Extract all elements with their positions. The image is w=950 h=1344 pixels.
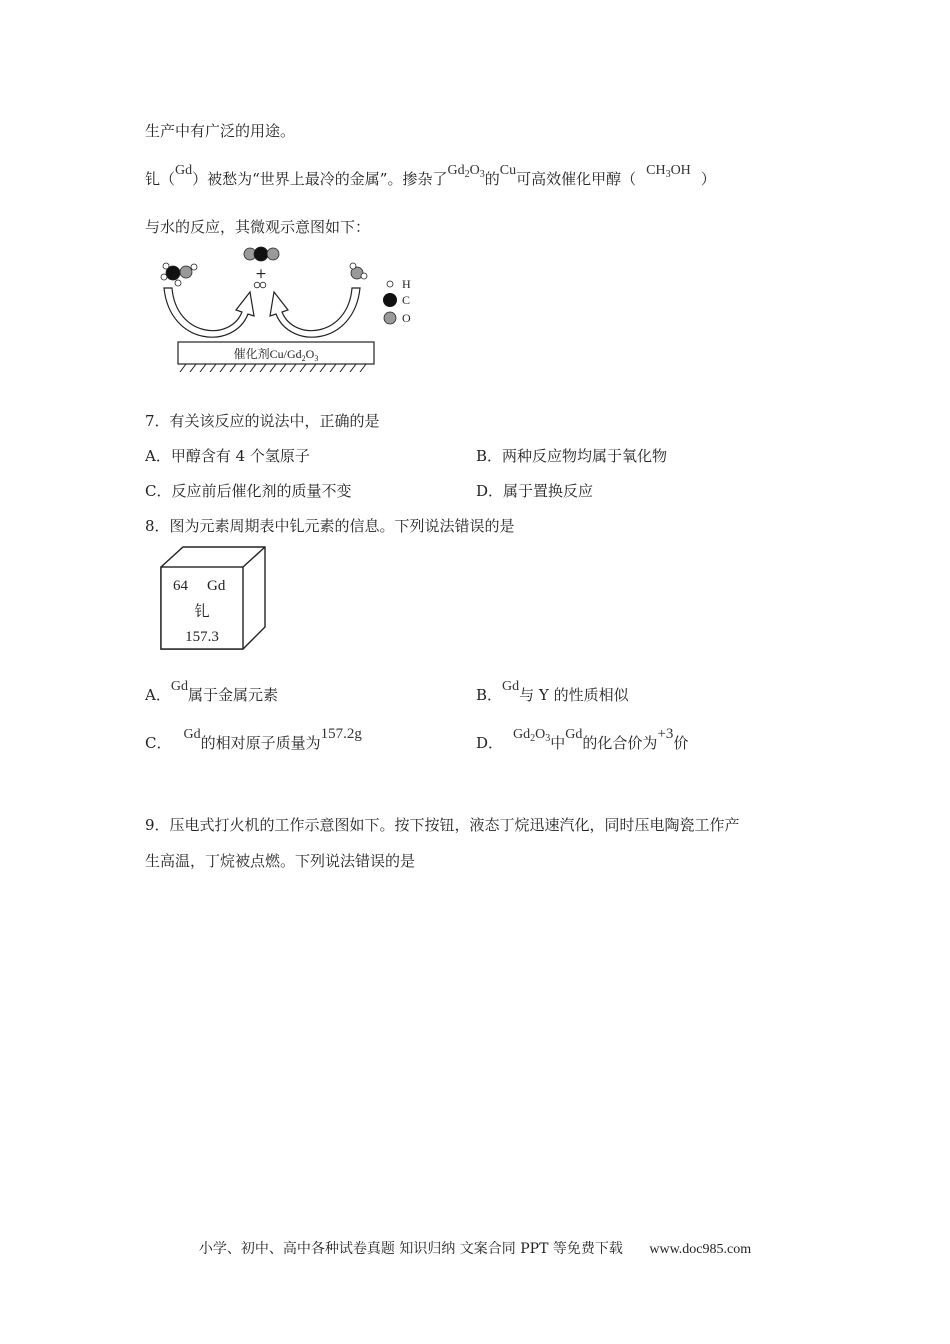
- q8-option-c[interactable]: C． Gd的相对原子质量为157.2g: [145, 726, 362, 752]
- element-symbol: Gd: [207, 578, 226, 594]
- q8-option-d[interactable]: D． $Gd_2O_3$中Gd的化合价为+3价: [476, 726, 689, 752]
- q7-option-b[interactable]: B．两种反应物均属于氧化物: [476, 447, 668, 465]
- footer-url[interactable]: www.doc985.com: [649, 1242, 752, 1257]
- co2-molecule: [244, 247, 279, 261]
- svg-text:H: H: [402, 277, 411, 291]
- formula-ch3oh: $CH_3OH$: [646, 163, 691, 180]
- footer: [0, 1238, 950, 1258]
- plus-sign: +: [255, 266, 267, 282]
- atomic-number: 64: [173, 578, 188, 594]
- q7-option-a[interactable]: A．甲醇含有 4 个氢原子: [145, 447, 310, 465]
- svg-text:O: O: [402, 311, 411, 325]
- formula-gd: Gd: [175, 163, 193, 178]
- legend-c-icon: [383, 293, 397, 307]
- formula-gd2o3: $Gd_2O_3$: [447, 163, 485, 180]
- footer-text: 小学、初中、高中各种试卷真题 知识归纳 文案合同 PPT 等免费下载: [198, 1241, 623, 1257]
- atomic-mass: 157.3: [185, 629, 219, 645]
- intro-line-1: 生产中有广泛的用途。: [145, 122, 296, 140]
- water-molecule: [350, 263, 367, 279]
- formula-cu: Cu: [499, 163, 517, 178]
- intro-line-3: 与水的反应，其微观示意图如下：: [145, 218, 371, 236]
- intro-line-2: 钆（Gd）被愁为“世界上最冷的金属”。掺杂了$Gd_2O_3$的Cu可高效催化甲醇（ $CH_3OH$ ）: [145, 163, 716, 188]
- legend-h-icon: [387, 281, 393, 287]
- q8-option-a[interactable]: A．Gd属于金属元素: [145, 679, 278, 704]
- reaction-diagram: [150, 242, 440, 372]
- catalyst-label: 催化剂$Cu/Gd_2O_3$: [233, 347, 319, 363]
- q9-line-1: 9．压电式打火机的工作示意图如下。按下按钮，液态丁烷迅速汽化，同时压电陶瓷工作产: [145, 816, 740, 834]
- legend: [383, 277, 411, 325]
- svg-text:C: C: [402, 293, 411, 307]
- q7-stem: 7．有关该反应的说法中，正确的是: [145, 412, 380, 430]
- q8-option-b[interactable]: B．Gd与 Y 的性质相似: [476, 679, 629, 704]
- h2-molecule: [254, 282, 266, 288]
- q8-stem: 8．图为元素周期表中钆元素的信息。下列说法错误的是: [145, 517, 515, 535]
- arrow-right: [270, 288, 360, 337]
- q7-option-d[interactable]: D．属于置换反应: [476, 482, 594, 500]
- legend-o-icon: [384, 312, 396, 324]
- arrow-left: [164, 288, 254, 337]
- periodic-table-cell: [155, 545, 270, 655]
- q7-option-c[interactable]: C．反应前后催化剂的质量不变: [145, 482, 352, 500]
- ground-hatching: [180, 364, 366, 372]
- methanol-molecule: [161, 263, 197, 286]
- q9-line-2: 生高温，丁烷被点燃。下列说法错误的是: [145, 852, 416, 870]
- element-name: 钆: [194, 602, 210, 620]
